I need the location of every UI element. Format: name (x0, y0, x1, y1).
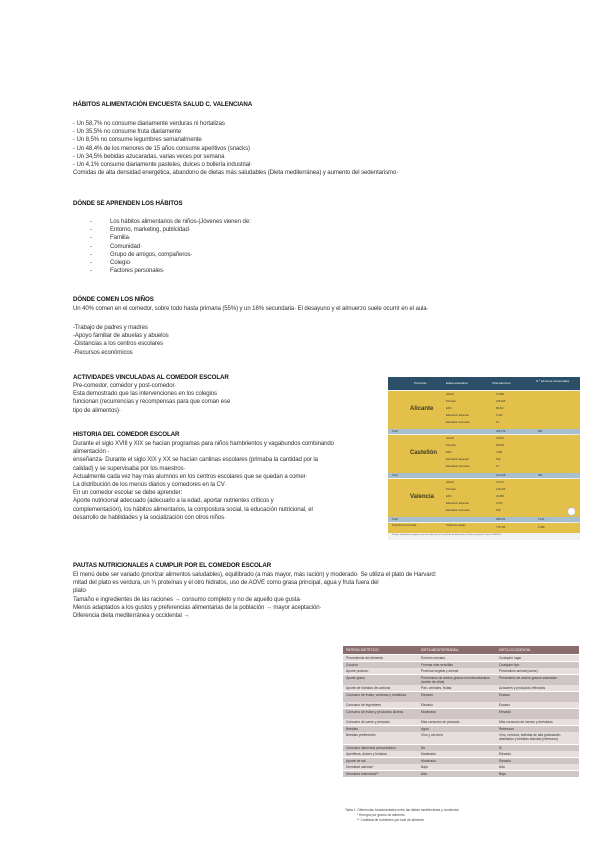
list-item: - Colegio· (90, 259, 132, 267)
table-cell: Infantil (446, 437, 454, 440)
table-cell: Educación Intensiva (446, 465, 470, 468)
enrollment-table (388, 377, 580, 540)
diet-comparison-table (343, 646, 579, 824)
table-cell: Elevado (499, 758, 511, 763)
table-row (343, 764, 579, 770)
table-cell: 2.468 (538, 526, 545, 529)
heading-historia: HISTORIA DEL COMEDOR ESCOLAR (73, 431, 180, 438)
list-item: -Distancias a los centros escolares (73, 340, 163, 348)
table-cell: Azúcares y productos refinados (499, 686, 546, 690)
table-footnote: ** Cantidad de nutrientes por kcal de alimento (357, 818, 425, 822)
total-row (388, 429, 580, 434)
table-cell: 1.101 (538, 518, 545, 521)
table-cell: Predominio de ácidos grasos monoinsaturados (aceite de oliva) (421, 675, 490, 684)
table-cell: Baja (421, 765, 428, 769)
table-cell: 513 (496, 458, 501, 461)
table-row (343, 751, 579, 757)
table-cell: Primaria (446, 444, 456, 447)
heading-donde-comen: DÓNDE COMEN LOS NIÑOS (73, 296, 154, 303)
list-item: - Comunidad· (90, 242, 142, 250)
list-item: - Entorno, marketing, publicidad· (90, 226, 191, 234)
table-cell: Más consumo de carnes y derivados (499, 720, 553, 724)
table-row (343, 745, 579, 751)
table-cell: 17 (496, 465, 499, 468)
table-cell: Aporte proteico (346, 669, 369, 673)
heading-donde-aprenden: DÓNDE SE APRENDEN LOS HÁBITOS (73, 200, 183, 207)
table-cell: 366 (538, 474, 543, 477)
habitos-line: - Un 35,5% no consume fruta diariamente (73, 128, 182, 136)
table-cell: Aporte graso (346, 675, 365, 680)
table-cell: ESO (446, 407, 452, 410)
table-cell: Primaria (446, 488, 456, 491)
total-row (388, 473, 580, 478)
heading-actividades: ACTIVIDADES VINCULADAS AL COMEDOR ESCOLAR (73, 374, 229, 381)
table-cell: Elevado (421, 703, 433, 707)
total-row (388, 517, 580, 522)
table-cell: ESO (446, 495, 452, 498)
table-cell: Aperitivos, dulces y helados (346, 752, 387, 756)
table-cell: 73.174 (496, 481, 504, 484)
table-header: Provincia Etapa educativa Total alumnos N.º alumnos comensales (388, 377, 580, 390)
table-cell: Consumo alimentos precocinados (346, 745, 396, 750)
table-row (343, 771, 579, 777)
table-row (343, 675, 579, 685)
table-cell: Más consumo de pescado (421, 720, 460, 724)
table-row (343, 692, 579, 702)
table-cell: Moderado (421, 752, 436, 756)
table-cell: Aporte de hidratos de carbono (346, 686, 391, 690)
table-cell: 386.321 (496, 518, 506, 521)
table-footnote: * Energía por gramo de alimento (357, 813, 405, 817)
table-cell: Predominio animal (carne) (499, 669, 538, 673)
table-cell: Consumo de carne y pescado (346, 720, 390, 724)
table-cell: Total (392, 474, 398, 477)
table-cell: 125.615 (496, 400, 506, 403)
table-cell: Primaria (446, 400, 456, 403)
table-cell: Cualquier tipo (499, 662, 520, 667)
table-row (343, 702, 579, 708)
table-cell: Bebidas preferentes (346, 733, 376, 737)
table-cell: Pan, cereales, frutas (421, 686, 452, 690)
table-cell: Elevado (499, 752, 511, 756)
table-cell: Infantil (446, 481, 454, 484)
habitos-line: - Un 8,5% no consume legumbres semanalmente (73, 136, 202, 144)
table-cell: Predominio de ácidos grasos saturados (499, 675, 557, 680)
table-cell: Procedencia del alimento (346, 656, 384, 660)
table-row (343, 668, 579, 674)
table-cell: 70.389 (496, 393, 504, 396)
table-cell: Densidad calórica* (346, 765, 374, 769)
habitos-list (73, 120, 553, 177)
habitos-line: - Un 58,7% no consume diariamente verduras ni hortalizas (73, 120, 225, 127)
table-cell: 776.796 (496, 526, 506, 529)
table-row (343, 685, 579, 691)
list-item: -Apoyo familiar de abuelas y abuelos (73, 332, 169, 340)
table-cell: 38.032 (496, 444, 504, 447)
table-row (343, 662, 579, 668)
table-cell: 23.827 (496, 437, 504, 440)
table-cell: Baja (499, 771, 506, 776)
table-row (343, 726, 579, 732)
table-cell: Bebidas (346, 726, 358, 731)
zoom-button[interactable] (567, 507, 576, 516)
table-cell: 102.318 (496, 474, 506, 477)
table-cell: Educación Especial (446, 458, 469, 461)
table-cell: 49.665 (496, 495, 504, 498)
table-cell: 3.072 (496, 502, 503, 505)
table-cell: Total de la Comunitat (392, 524, 417, 527)
table-cell: Cualquier lugar (499, 656, 522, 660)
table-row (343, 732, 579, 744)
table-cell: Educación Intensiva (446, 421, 470, 424)
table-cell: 146.229 (496, 488, 506, 491)
table-cell: Escaso (499, 703, 510, 707)
table-cell: Escaso (499, 692, 510, 697)
list-item: - Los hábitos alimentarios de niños-(Jóvenes vienen de: (90, 218, 251, 225)
table-cell: Formas más sencillas (421, 662, 453, 667)
donde-comen-list (73, 324, 169, 357)
list-item: - Familia· (90, 234, 131, 242)
table-cell: Agua (421, 726, 429, 731)
table-cell: Moderado (421, 709, 436, 714)
table-cell: Proteína vegetal y animal (421, 669, 459, 673)
heading-pautas: PAUTAS NUTRICIONALES A CUMPLIR POR EL COMEDOR ESCOLAR (73, 562, 272, 569)
table-cell: Densidad nutricional** (346, 771, 379, 776)
table-row (343, 709, 579, 719)
table-cell: Elevado (421, 692, 433, 697)
table-cell: 37 (496, 421, 499, 424)
table-row (343, 719, 579, 725)
list-item: - Factores personales· (90, 267, 165, 275)
table-cell: Infantil (446, 393, 454, 396)
table-cell: Consumo de legumbres (346, 703, 382, 707)
heading-habitos: HÁBITOS ALIMENTACIÓN ENCUESTA SALUD C. VALENCIANA (73, 101, 253, 108)
table-cell: 159 (496, 509, 501, 512)
table-cell: 902 (538, 430, 543, 433)
table-cell: 1.622 (496, 414, 503, 417)
donde-aprenden-list (90, 218, 251, 275)
table-row (343, 655, 579, 661)
table-cell: Educación Especial (446, 414, 469, 417)
table-cell: Todas las etapas (446, 524, 466, 527)
table-cell: Sí (499, 745, 503, 750)
table-cell: 7.081 (496, 451, 503, 454)
province-name: Alicante (410, 406, 434, 412)
province-name: Valencia (410, 494, 435, 500)
table-cell: Alta (421, 771, 427, 776)
table-cell: ESO (446, 451, 452, 454)
table-cell: 302.479 (496, 430, 506, 433)
table-cell: Elevado (499, 709, 511, 714)
table-cell: Vino, cerveza, bebidas de alta graduación, destilados y bebidas blandas (refrescos) (499, 733, 562, 741)
table-cell: Moderado (421, 758, 436, 763)
table-cell: Educación Intensiva (446, 509, 470, 512)
list-item: -Trabajo de padres y madres (73, 324, 148, 331)
table-cell: Educación Especial (446, 502, 469, 505)
table-cell: Total (392, 518, 398, 521)
table-cell: Entorno cercano (421, 656, 446, 660)
table-note: Fuente: elaboración propia a partir de datos de la Conselleria de Educación, Cultura y Deporte. Curso 2016/2017. (392, 534, 503, 536)
table-cell: 80.011 (496, 407, 504, 410)
table-caption: Tabla 1. Diferencias fundamentales entre las dietas mediterránea y occidental (345, 808, 459, 812)
table-cell: Total (392, 430, 398, 433)
habitos-line: - Un 4,1% consume diariamente pasteles, dulces o bollería industrial· (73, 161, 253, 169)
historia-text: Durante el siglo XVIII y XIX se hacían programas para niños hambrientos y vagabundos combinando alimentación - enseñanza· Durante el siglo XIX y XX se hacían cantinas escolares (primaba la cantidad por la calidad) y se supervisaba por los maestros· Actualmente cada vez hay más alumnos en los centros escolares que se quedan a comer· La distribución de los menús diarios y comedores en la CV· En un comedor escolar se debe aprender: Aporte nutricional adecuado (adecuarlo a la edad, aportar nutrientes críticos y complementación), los hábitos alimentarios, la compostura social, la educación nutricional, el desarrollo de habilidades y la socialización con otros niños· (73, 440, 334, 521)
table-cell: Vino y cerveza (421, 733, 443, 737)
habitos-line: - Un 48,4% de los menores de 15 años consume aperitivos (snacks) (73, 144, 250, 152)
habitos-line: Comidas de alta densidad energética, abandono de dietas más saludables (Dieta mediterránea) y aumento del sedentarismo· (73, 169, 399, 177)
table-header: PATRÓN DIETÉTICO DIETA MEDITERRÁNEA DIETA OCCIDENTAL (343, 646, 579, 654)
habitos-line: - Un 34,5% bebidas azucaradas, varias veces por semana (73, 152, 225, 160)
donde-comen-intro: Un 40% comen en el comedor, sobre todo hasta primaria (55%) y un 16% secundaria· El desayuno y el almuerzo suele ocurrir en el aula· (73, 305, 429, 312)
province-name: Castellón (410, 450, 438, 456)
table-cell: Cocción (346, 662, 358, 667)
list-item: - Grupo de amigos, compañeros· (90, 250, 193, 258)
pautas-text: El menú debe ser variado (priorizar alimentos saludables), equilibrado (a más mayor, más ración) y moderado· Se utiliza el plato de Harvard: mitad del plato es verdura, un ¼ proteínas y el otro hidratos, uso de AOVE como grasa principal, agua y fruta fuera del plato· Tamaño e ingredientes de las raciones → consumo completo y no de aquello que gusta· Menús adaptados a los gustos y preferencias alimentarias de la población → mayor aceptación· Diferencia dieta mediterránea y occidental → (73, 571, 437, 620)
table-cell: Consumo de frutas, verduras y hortalizas (346, 692, 407, 697)
actividades-text: Pre-comedor, comedor y post-comedor· Esta demostrado que las intervenciones en los colegios funcionan (recurrencias y recompensas para que coman ese tipo de alimentos)· (73, 382, 231, 414)
table-row (343, 758, 579, 764)
table-cell: Refrescos (499, 726, 514, 731)
list-item: -Recursos económicos (73, 348, 133, 356)
table-cell: No (421, 745, 426, 750)
table-cell: Aporte de sal (346, 758, 366, 763)
table-cell: Consumo de frutos y productos lácteos (346, 709, 404, 714)
table-cell: Alta (499, 765, 505, 769)
